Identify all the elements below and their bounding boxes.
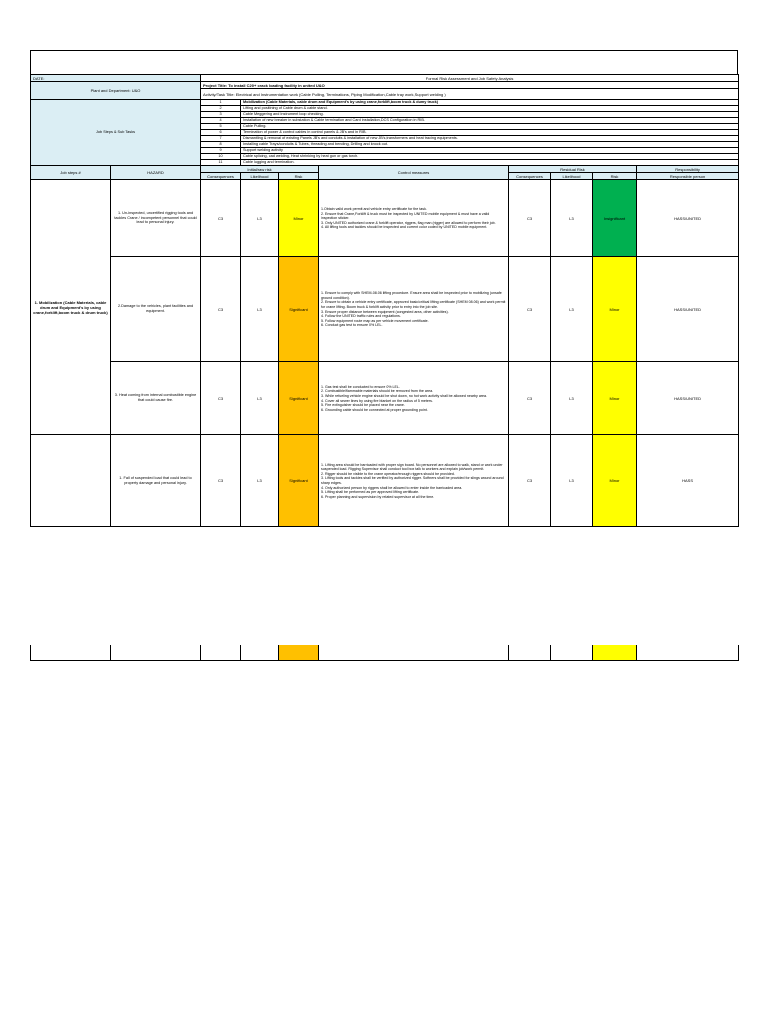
res-likelihood-cell: L3 [551,362,593,435]
res-likelihood-cell: L3 [551,257,593,362]
control-measures-cell [319,257,509,362]
job-step-text: Lifting and positining of Cable drum & cable stand. [241,106,739,112]
job-step-number: 9 [201,148,241,154]
risk-row [31,362,739,435]
plant-value: U&O [131,88,141,93]
col-res-risk: Risk [593,173,637,180]
consequence-cell: C3 [201,362,241,435]
job-step-number: 6 [201,130,241,136]
job-step-text: Support welding activity [241,148,739,154]
control-measures-cell [319,435,509,527]
activity-title: Activity/Task Title: Electrical and Instrumentation work (Cable Pulling, Terminations, Piping Modification,Cable tray work,Support welding ) [201,89,739,100]
col-res-likelihood: Likelihood [551,173,593,180]
project-title: Project Title: To install C20+ crack loading facility in united U&O [201,82,739,89]
risk-row [31,435,739,527]
control-measure: 1. Lifting area should be barricaded with proper sign board. No personnel are allowed to walk, stand or work under suspended load. Rigging Supervisor shall conduct tool box talk to workers and explain job/work permit. [321,462,503,472]
likelihood-cell: L3 [241,257,279,362]
col-risk: Risk [279,173,319,180]
res-consequence-cell: C3 [509,435,551,527]
job-step-number: 7 [201,136,241,142]
col-responsibility: Responsibility [637,166,739,173]
job-step-text: Mobilization (Cable Materials, cable drum and Equipment's by using crane,forklift,boom truck & dumy truck) [241,100,739,106]
likelihood-cell: L3 [241,362,279,435]
job-step-number: 8 [201,142,241,148]
risk-row [31,180,739,257]
control-measure: 2. Combustible/flammable materials should be removed from the area. [321,389,434,394]
control-measure: 6. Proper planning and supervision by related supervisor at all the time. [321,494,435,499]
lower-page-row [30,645,738,662]
risk-cell: Significant [279,362,319,435]
control-measure: 1. Gas test shall be conducted to ensure 0% LEL. [321,384,400,389]
control-measure: 4. Follow the UNITED traffic rules and regulations. [321,314,401,319]
job-step-text: Termination of power & control cables in control panels & JB's and in RIB. [241,130,739,136]
likelihood-cell: L3 [241,435,279,527]
job-step-text: Installing cable Trays/conduits & Tubes, threading and bending, Drilling and knock out. [241,142,739,148]
job-step-number: 10 [201,154,241,160]
res-risk-cell: Insignificant [593,180,637,257]
consequence-cell: C3 [201,435,241,527]
job-step-2-label [31,435,111,527]
control-measure: 2. Rigger should be visible to the crane operator/enough riggers should be provided. [321,471,455,476]
job-step-number: 3 [201,112,241,118]
control-measure: 3. Ensure proper distance between equipment (congested area, other activities). [321,309,449,314]
control-measure: 3. Lifting tools and tackles shall be verified by authorized rigger. Softners shall be provided for slings wound around sharp edges. [321,476,504,485]
res-risk-cell: Minor [593,257,637,362]
control-measure: 4. All lifting tools and tackles should be inspected and current color coded by UNITED mobile equipment. [321,225,488,230]
job-steps-label: Job Steps & Sub Tasks [31,100,201,166]
job-step-text: Cable splicing, cad welding, Heat shrinking by heat gun or gas torch. [241,154,739,160]
res-consequence-cell: C3 [509,362,551,435]
hazard-cell: 2.Damage to the vehicles, plant facilities and equipment. [111,257,201,362]
res-consequence-cell: C3 [509,257,551,362]
col-job-steps: Job steps # [31,166,111,180]
hazard-cell: 1. Un-inspected, uncertified rigging tools and tackles Crane / incompetent personnel that could lead to personal injury. [111,180,201,257]
control-measure: 6. Conduct gas test to ensure 0% LEL. [321,323,383,328]
sheet-top-blank-row [30,50,738,74]
responsible-person-cell: HASS/UNITED [637,180,739,257]
control-measure: 1. Ensure to comply with SHEM-08.06 lifting procedure. Ensure area shall be inspected prior to mobilizing (unsafe ground condition). [321,291,502,300]
res-likelihood-cell: L3 [551,435,593,527]
control-measure: 2. Ensure that Crane,Forklift & truck must be inspected by UNITED mobile equipment & must have a valid inspection sticker. [321,211,490,221]
plant-department [31,82,201,100]
risk-cell: Significant [279,257,319,362]
lower-risk-cell [279,645,319,661]
job-step-text: Dismantling & removal of existing Panels JB's and conduits & installation of new JB's,transformers and heat tracing equipments. [241,136,739,142]
res-consequence-cell: C3 [509,180,551,257]
control-measures-cell [319,180,509,257]
control-measure: 5. Follow equipment route map as per vehicle movement certificate. [321,318,429,323]
consequence-cell: C3 [201,180,241,257]
form-title: Formal Risk Assessment and Job Safety Analysis [201,75,739,82]
control-measure: 3. While refueling vehicle engine should be shut down, no hot work activity shall be allowed nearby area. [321,393,488,398]
responsible-person-cell: HASS [637,435,739,527]
risk-cell: Significant [279,435,319,527]
control-measures-cell [319,362,509,435]
job-step-number: 1 [201,100,241,106]
control-measure: 5. Fire extinguisher should be placed near the crane. [321,403,405,408]
responsible-person-cell: HASS/UNITED [637,257,739,362]
hazard-cell: 1. Fall of suspended load that could lead to property damage and personal injury. [111,435,201,527]
job-step-number: 2 [201,106,241,112]
risk-assessment-sheet [30,50,738,527]
col-likelihood: Likelihood [241,173,279,180]
job-step-text: Cable Pulling. [241,124,739,130]
job-step-number: 5 [201,124,241,130]
col-residual-risk: Residual Risk [509,166,637,173]
res-risk-cell: Minor [593,435,637,527]
consequence-cell: C3 [201,257,241,362]
risk-row [31,257,739,362]
job-step-text: Installation of new breaker in substation & Cable termination and Card installation,DCS Configuration in RIB. [241,118,739,124]
col-initial-risk: Initial/raw risk [201,166,319,173]
col-responsible-person: Responsible person [637,173,739,180]
lower-res-risk-cell [593,645,637,661]
control-measure: 4. Cover all sewer lines by using fire blanket on the radius of 5 meters. [321,398,433,403]
control-measure: 6. Grounding cable should be connected at proper grounding point. [321,407,428,412]
job-steps-section [31,100,739,166]
job-step-number: 11 [201,160,241,166]
likelihood-cell: L3 [241,180,279,257]
control-measure: 5. Lifting shall be performed as per approved lifting certificate. [321,490,420,495]
control-measure: 2. Ensure to obtain a vehicle entry certificate, approved basic/critical lifting certificate (SHEM 08.06) and work permit for crane lifting. Boom truck & forklift activity prior to entry into the job site. [321,300,506,309]
risk-table [30,74,739,527]
hazard-cell: 3. Heat coming from internal combustible engine that could cause fire. [111,362,201,435]
control-measure: 4. Only authorized person by riggers shall be allowed to enter inside the barricaded area. [321,485,463,490]
plant-label: Plant and Department: [90,88,131,93]
res-risk-cell: Minor [593,362,637,435]
res-likelihood-cell: L3 [551,180,593,257]
col-res-consequences: Consequences [509,173,551,180]
control-measure: 3. Only UNITED authorized crane & forklift operator, riggers, flag man (rigger) are allowed to perform their job. [321,220,496,225]
col-hazard: HAZARD [111,166,201,180]
job-step-text: Cable lugging and termination. [241,160,739,166]
risk-cell: Minor [279,180,319,257]
col-control-measures: Control measures [319,166,509,180]
control-measure: 1.Obtain valid work permit and vehicle entry certificate for the task. [321,207,427,212]
job-step-1-label: 1. Mobilization (Cable Materials, cable drum and Equipment's by using crane,forklift,boom truck & drum truck) [31,180,111,435]
date-label: DATE: [31,75,201,82]
job-step-number: 4 [201,118,241,124]
responsible-person-cell: HASS/UNITED [637,362,739,435]
risk-rows [31,180,739,527]
col-consequences: Consequences [201,173,241,180]
job-step-text: Cable Meggering and Instrument loop checking. [241,112,739,118]
